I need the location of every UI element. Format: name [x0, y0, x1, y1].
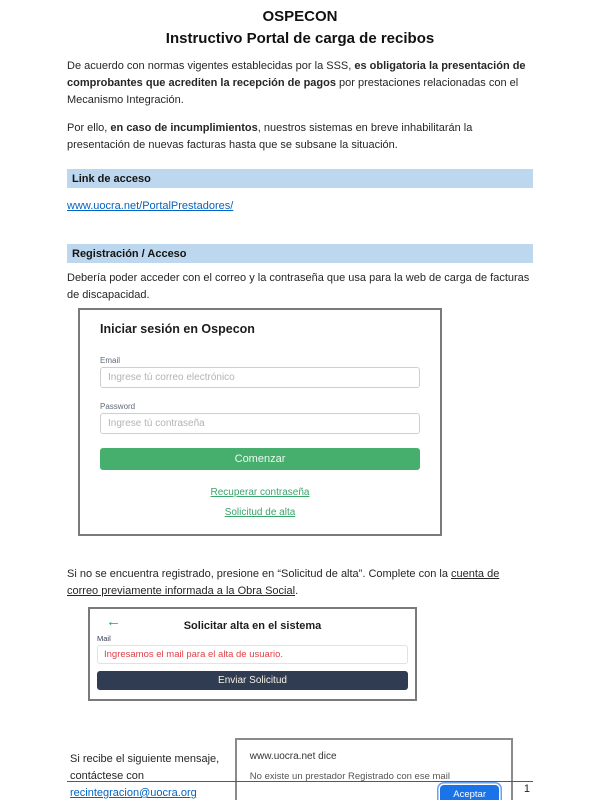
signup-instr-text: Si no se encuentra registrado, presione en “Solicitud de alta”. Complete con la [67, 568, 451, 580]
doc-subtitle: Instructivo Portal de carga de recibos [165, 30, 435, 47]
password-field-group [100, 402, 420, 434]
page-number: 1 [523, 783, 530, 795]
email-label: Email [100, 356, 121, 365]
registration-intro: Debería poder acceder con el correo y la contraseña que usa para la web de carga de facturas de discapacidad. [67, 272, 530, 301]
mail-label: Mail [97, 634, 111, 643]
intro-1-bold: es obligatoria la presentación de comprobantes que acrediten la recepción de pagos [67, 60, 526, 89]
password-label: Password [100, 402, 136, 411]
login-form-screenshot [78, 308, 442, 536]
recover-password-link[interactable]: Recuperar contraseña [210, 487, 310, 498]
back-arrow-icon[interactable]: ← [106, 613, 121, 630]
signup-form-screenshot [88, 607, 417, 701]
intro-2-text-2: , nuestros sistemas en breve inhabilitarán la presentación de nuevas facturas hasta que se subsane la situación. [67, 122, 473, 151]
browser-alert-dialog [235, 738, 513, 800]
signup-form-title: Solicitar alta en el sistema [183, 620, 322, 632]
email-field[interactable] [100, 367, 420, 388]
contact-line-1: Si recibe el siguiente mensaje, [70, 753, 220, 765]
password-field[interactable] [100, 413, 420, 434]
contact-line-2: contáctese con [70, 770, 144, 782]
email-field-group [100, 356, 420, 388]
signup-instr-underlined: cuenta de correo previamente informada a la Obra Social [67, 568, 500, 597]
intro-paragraph-2 [67, 120, 533, 154]
intro-paragraph-1 [67, 58, 533, 109]
contact-note [70, 738, 235, 800]
send-request-button[interactable]: Enviar Solicitud [97, 671, 408, 690]
login-form-title: Iniciar sesión en Ospecon [100, 322, 255, 336]
alert-accept-button[interactable]: Aceptar [440, 785, 499, 800]
signup-instr-text-2: . [295, 585, 299, 597]
signup-form-header [97, 613, 408, 632]
signup-request-link[interactable]: Solicitud de alta [224, 507, 296, 518]
alert-message-text: No existe un prestador Registrado con ese mail [249, 771, 450, 782]
signup-instructions [67, 566, 533, 600]
footer-divider [67, 781, 533, 782]
intro-1-text: De acuerdo con normas vigentes establecidas por la SSS, [67, 60, 355, 72]
intro-2-text: Por ello, [67, 122, 111, 134]
login-submit-button[interactable]: Comenzar [100, 448, 420, 470]
bottom-row [67, 738, 533, 800]
mail-field[interactable] [97, 645, 408, 664]
contact-email-link[interactable]: recintegracion@uocra.org [70, 787, 197, 799]
alert-origin-text: www.uocra.net dice [249, 751, 337, 762]
intro-2-bold: en caso de incumplimientos [110, 122, 258, 134]
portal-prestadores-link[interactable]: www.uocra.net/PortalPrestadores/ [67, 200, 234, 212]
section-header-link-de-acceso: Link de acceso [67, 169, 533, 188]
doc-title: OSPECON [262, 8, 338, 25]
section-header-registracion-acceso: Registración / Acceso [67, 244, 533, 263]
intro-1-text-2: por prestaciones relacionadas con el Mecanismo Integración. [67, 77, 519, 106]
